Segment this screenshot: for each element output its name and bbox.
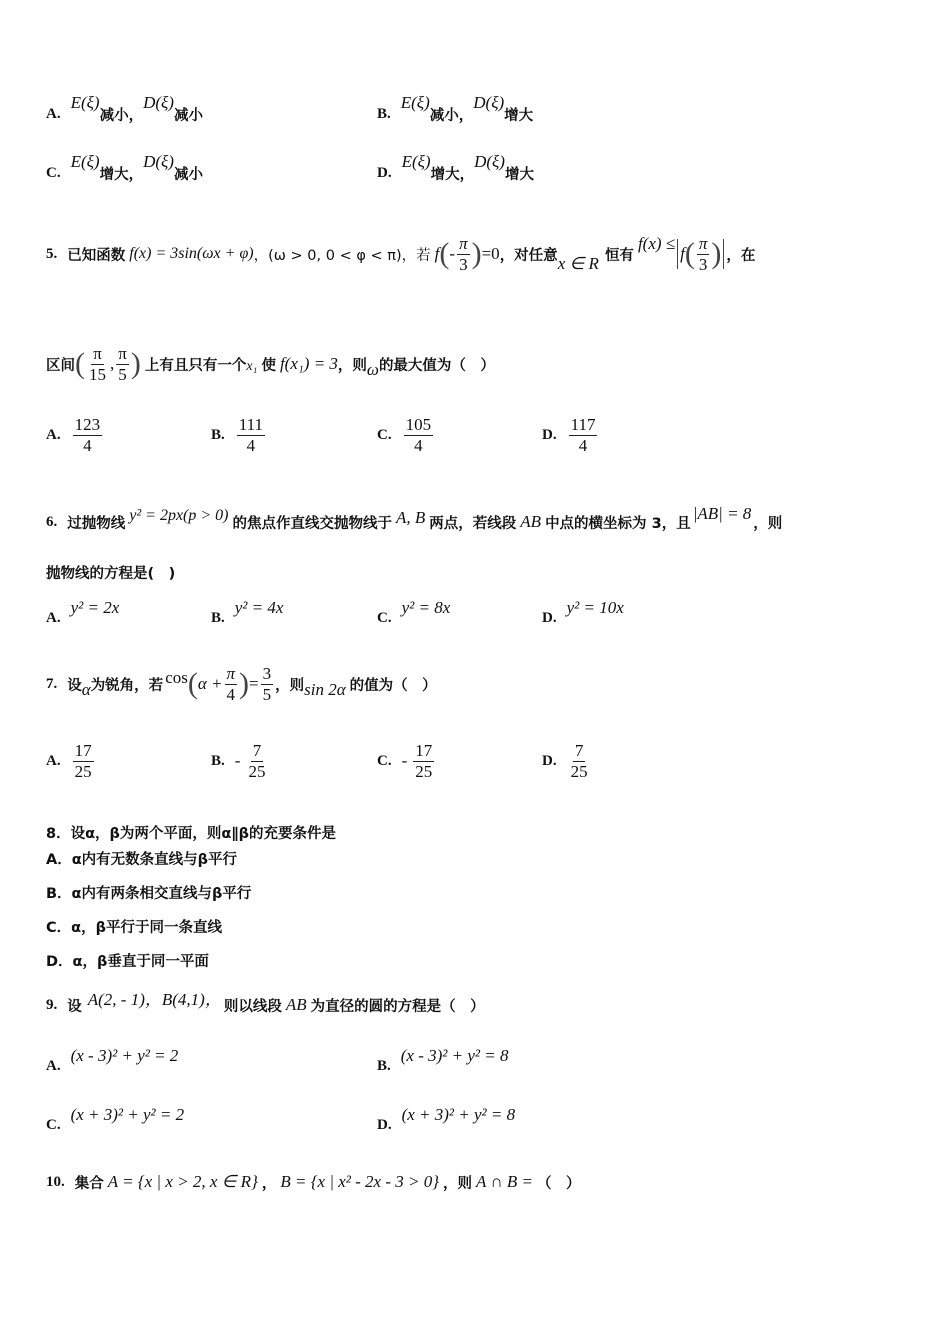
denominator: 4 xyxy=(414,435,423,455)
stem-text: 为直径的圆的方程是（ ） xyxy=(310,998,485,1015)
set-b: B = {x | x² - 2x - 3 > 0} xyxy=(280,1172,440,1191)
option-text: 减小， xyxy=(99,108,144,124)
numerator: 7 xyxy=(574,741,584,760)
q8-option-d[interactable] xyxy=(46,950,209,971)
question-number: 6. xyxy=(46,513,58,530)
omega-symbol: ω xyxy=(366,360,379,379)
q5-stem-line2 xyxy=(46,336,495,392)
x1-symbol: x₁ xyxy=(246,359,258,374)
q9-option-d[interactable] xyxy=(377,1105,516,1133)
stem-text: 已知函数 xyxy=(67,247,126,264)
denominator: 25 xyxy=(74,761,92,781)
q8-option-b[interactable] xyxy=(46,882,251,903)
option-text: 增大 xyxy=(504,167,534,183)
equals-zero: =0 xyxy=(481,244,500,263)
cos-function: cos xyxy=(165,668,188,687)
numerator: 7 xyxy=(252,741,262,760)
q7-option-c[interactable] xyxy=(377,742,436,781)
f-symbol: f xyxy=(680,244,685,263)
stem-text: 抛物线的方程是( ) xyxy=(46,566,176,582)
denominator: 4 xyxy=(246,435,256,455)
paren-open: ( xyxy=(75,347,85,380)
stem-text: （ ） xyxy=(537,1175,581,1192)
question-number: 7. xyxy=(46,675,58,692)
stem-text: ，则 xyxy=(753,515,783,532)
q9-option-a[interactable] xyxy=(46,1046,179,1074)
stem-text: ，则 xyxy=(443,1175,473,1192)
paren-open: ( xyxy=(187,667,198,700)
option-label: B. xyxy=(377,106,391,122)
expectation: E(ξ) xyxy=(70,92,100,112)
option-label: B. xyxy=(211,609,225,626)
separator: ， xyxy=(261,1175,277,1192)
q5-option-d[interactable] xyxy=(542,416,599,455)
abs-bar xyxy=(677,239,678,269)
q4-option-b[interactable] xyxy=(377,92,534,125)
stem-condition: ，(ω > 0, 0 < φ < π)，若 xyxy=(253,247,431,264)
stem-text: 上有且只有一个 xyxy=(144,357,247,374)
option-label: D. xyxy=(377,165,392,181)
intersection-expression: A ∩ B = xyxy=(476,1172,533,1191)
option-sign: - xyxy=(234,751,241,771)
option-label: A. xyxy=(46,106,61,122)
q6-option-c[interactable] xyxy=(377,598,451,626)
paren-open: ( xyxy=(684,237,695,270)
option-text: A．α内有无数条直线与β平行 xyxy=(46,852,238,868)
expectation: E(ξ) xyxy=(401,151,431,171)
denominator: 25 xyxy=(248,761,266,781)
option-text: 增大， xyxy=(99,167,144,183)
q7-option-d[interactable] xyxy=(542,742,592,781)
option-fraction xyxy=(237,416,265,455)
denominator: 4 xyxy=(578,435,588,455)
stem-text: 中点的横坐标为 3，且 xyxy=(545,515,691,532)
f-symbol: f xyxy=(434,244,440,263)
q4-option-a[interactable] xyxy=(46,92,203,125)
option-label: B. xyxy=(211,752,225,769)
points-a-b: A(2, - 1)，B(4,1)， xyxy=(87,989,222,1009)
stem-text: 则以线段 xyxy=(223,998,282,1015)
option-fraction xyxy=(413,742,434,781)
q9-option-b[interactable] xyxy=(377,1046,509,1074)
numerator: 17 xyxy=(415,741,433,760)
paren-close: ) xyxy=(471,237,482,270)
option-label: C. xyxy=(46,1116,61,1133)
stem-text: ，则 xyxy=(275,677,305,694)
pi-over-4-fraction: $\frac{\pi}{4}$ xyxy=(226,663,236,704)
question-number: 9. xyxy=(46,996,58,1013)
option-text: 增大 xyxy=(504,108,534,124)
numerator: 17 xyxy=(74,741,92,760)
option-fraction xyxy=(73,416,103,455)
q5-option-a[interactable] xyxy=(46,416,104,455)
option-label: A. xyxy=(46,609,61,626)
parabola-equation: y² = 2px(p > 0) xyxy=(129,507,229,524)
stem-text: ，对任意 xyxy=(499,247,558,264)
option-text: D．α，β垂直于同一平面 xyxy=(46,954,209,970)
stem-text: 恒有 xyxy=(604,247,634,264)
pi-over-5-fraction: $\frac{\pi}{5}$ xyxy=(118,343,127,384)
ab-length: |AB| = 8 xyxy=(692,504,752,523)
three-fifths-fraction: $\frac{3}{5}$ xyxy=(262,663,272,704)
equals-sign: = xyxy=(249,674,259,693)
option-fraction xyxy=(404,416,434,455)
q5-stem-line1 xyxy=(46,228,755,280)
paren-close: ) xyxy=(711,237,722,270)
paren-close: ) xyxy=(239,667,250,700)
paren-close: ) xyxy=(130,347,141,380)
stem-text: ，则 xyxy=(337,357,367,374)
option-label: D. xyxy=(542,609,557,626)
stem-text: 过抛物线 xyxy=(67,515,126,532)
q9-stem xyxy=(46,985,485,1025)
q6-stem-line2 xyxy=(46,562,175,583)
option-equation: y² = 8x xyxy=(401,598,451,617)
numerator: 117 xyxy=(570,415,596,434)
stem-text: 的最大值为（ ） xyxy=(378,357,495,374)
q6-stem-line1 xyxy=(46,504,782,540)
variance: D(ξ) xyxy=(474,151,505,171)
option-sign: - xyxy=(401,751,408,771)
q5-option-c[interactable] xyxy=(377,416,435,455)
stem-text: 8．设α，β为两个平面，则α∥β的充要条件是 xyxy=(46,826,337,842)
denominator: 25 xyxy=(570,761,588,781)
segment-ab: AB xyxy=(520,512,542,531)
expectation: E(ξ) xyxy=(400,92,430,112)
stem-text: 的焦点作直线交抛物线于 xyxy=(232,515,392,532)
q8-option-a[interactable] xyxy=(46,848,237,869)
denominator: 25 xyxy=(415,761,433,781)
question-number: 5. xyxy=(46,245,58,262)
sin-2-alpha: sin 2α xyxy=(304,680,346,699)
comma: , xyxy=(110,354,115,373)
option-fraction xyxy=(569,742,590,781)
q8-stem xyxy=(46,822,336,843)
stem-text: 设 xyxy=(67,677,82,694)
option-text: 减小 xyxy=(173,167,203,183)
numerator: 123 xyxy=(74,415,101,434)
stem-text: 设 xyxy=(67,998,82,1015)
variance: D(ξ) xyxy=(143,151,174,171)
option-label: A. xyxy=(46,426,61,443)
option-label: A. xyxy=(46,752,61,769)
function-definition: f(x) = 3sin(ωx + φ) xyxy=(129,245,254,262)
segment-ab: AB xyxy=(285,995,307,1014)
points-a-b: A, B xyxy=(396,508,426,527)
numerator: 105 xyxy=(405,415,432,434)
expectation: E(ξ) xyxy=(70,151,100,171)
q6-option-d[interactable] xyxy=(542,598,624,626)
stem-text: 集合 xyxy=(74,1175,104,1192)
q6-option-b[interactable] xyxy=(211,598,284,626)
option-label: C. xyxy=(377,752,392,769)
stem-text: 的值为（ ） xyxy=(349,677,437,694)
denominator: 4 xyxy=(83,435,92,455)
option-equation: y² = 4x xyxy=(234,598,284,617)
stem-text: 区间 xyxy=(46,357,75,374)
option-equation: (x + 3)² + y² = 8 xyxy=(401,1105,516,1124)
option-equation: y² = 10x xyxy=(566,598,624,617)
option-text: 增大， xyxy=(430,167,475,183)
q7-option-a[interactable] xyxy=(46,742,96,781)
q7-option-b[interactable] xyxy=(211,742,269,781)
minus-sign: - xyxy=(449,244,456,263)
option-text: 减小， xyxy=(429,108,474,124)
paren-open: ( xyxy=(439,237,450,270)
option-text: 减小 xyxy=(173,108,203,124)
numerator: 111 xyxy=(238,415,264,434)
q8-option-c[interactable] xyxy=(46,916,222,937)
option-equation: (x - 3)² + y² = 8 xyxy=(400,1046,509,1065)
q5-option-b[interactable] xyxy=(211,416,267,455)
abs-bar xyxy=(723,239,724,269)
option-fraction xyxy=(73,742,94,781)
stem-text: ，在 xyxy=(726,247,756,264)
q4-option-c[interactable] xyxy=(46,151,203,184)
pi-over-3-fraction: $\frac{\pi}{3}$ xyxy=(698,233,708,274)
option-text: B．α内有两条相交直线与β平行 xyxy=(46,886,252,902)
variance: D(ξ) xyxy=(143,92,174,112)
pi-over-15-fraction: $\frac{\pi}{15}$ xyxy=(89,343,106,384)
option-label: B. xyxy=(211,426,225,443)
option-equation: (x - 3)² + y² = 2 xyxy=(70,1046,179,1065)
question-number: 10. xyxy=(46,1173,65,1190)
option-label: A. xyxy=(46,1057,61,1074)
pi-over-3-fraction: $\frac{\pi}{3}$ xyxy=(459,233,468,274)
q7-stem xyxy=(46,656,437,712)
option-label: C. xyxy=(377,426,392,443)
stem-text: 为锐角，若 xyxy=(90,677,164,694)
q9-option-c[interactable] xyxy=(46,1105,185,1133)
q10-stem xyxy=(46,1164,581,1200)
variance: D(ξ) xyxy=(473,92,505,112)
option-equation: (x + 3)² + y² = 2 xyxy=(70,1105,185,1124)
option-text: C．α，β平行于同一条直线 xyxy=(46,920,222,936)
option-label: D. xyxy=(377,1116,392,1133)
option-label: D. xyxy=(542,752,557,769)
option-label: C. xyxy=(377,609,392,626)
option-label: B. xyxy=(377,1057,391,1074)
x-in-r: x ∈ R xyxy=(557,254,599,273)
f-of-x-leq: f(x) ≤ xyxy=(637,234,676,253)
stem-text: 两点，若线段 xyxy=(429,515,517,532)
option-label: C. xyxy=(46,165,61,181)
option-fraction xyxy=(246,742,267,781)
set-a: A = {x | x > 2, x ∈ R} xyxy=(107,1172,258,1191)
q6-option-a[interactable] xyxy=(46,598,120,626)
option-label: D. xyxy=(542,426,557,443)
option-fraction xyxy=(569,416,598,455)
f-x1-equation: f(x₁) = 3 xyxy=(279,354,338,373)
alpha-plus: α + xyxy=(197,674,223,693)
option-equation: y² = 2x xyxy=(70,598,120,617)
q4-option-d[interactable] xyxy=(377,151,534,184)
stem-text: 使 xyxy=(261,357,276,374)
alpha-symbol: α xyxy=(81,680,91,699)
